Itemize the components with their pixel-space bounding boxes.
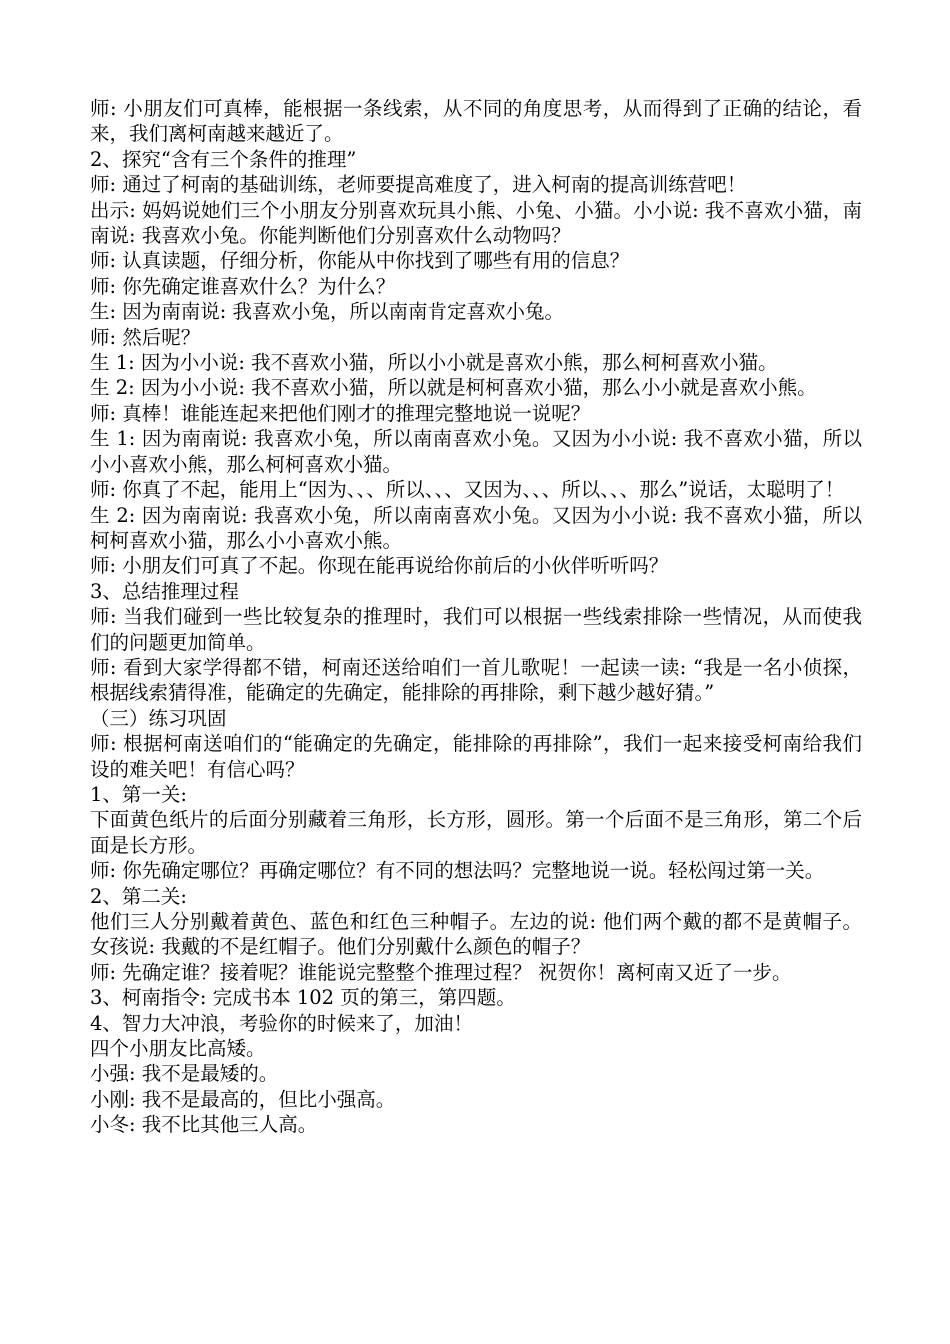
- section-heading: 1、第一关:: [90, 782, 187, 806]
- document-body: [90, 96, 862, 1138]
- paragraph: 生 2: 因为小小说: 我不喜欢小猫，所以就是柯柯喜欢小猫，那么小小就是喜欢小熊。: [90, 376, 817, 400]
- section-heading: 3、总结推理过程: [90, 579, 239, 603]
- section-heading: 2、探究“含有三个条件的推理”: [90, 147, 357, 171]
- paragraph: 小冬: 我不比其他三人高。: [90, 1113, 318, 1137]
- paragraph: 出示: 妈妈说她们三个小朋友分别喜欢玩具小熊、小兔、小猫。小小说: 我不喜欢小猫，南南说: 我喜欢小兔。你能判断他们分别喜欢什么动物吗？: [90, 198, 862, 248]
- paragraph: 生 1: 因为小小说: 我不喜欢小猫，所以小小就是喜欢小熊，那么柯柯喜欢小猫。: [90, 351, 778, 375]
- section-heading: 3、柯南指令: 完成书本 102 页的第三，第四题。: [90, 986, 516, 1010]
- paragraph: 师: 看到大家学得都不错，柯南还送给咱们一首儿歌呢！一起读一读: “我是一名小侦探，根据线索猜得准，能确定的先确定，能排除的再排除，剩下越少越好猜。”: [90, 655, 862, 705]
- paragraph: 师: 根据柯南送咱们的“能确定的先确定，能排除的再排除”，我们一起来接受柯南给我们设的难关吧！有信心吗？: [90, 732, 862, 781]
- section-heading: 4、智力大冲浪，考验你的时候来了，加油！: [90, 1011, 473, 1035]
- paragraph: 师: 真棒！谁能连起来把他们刚才的推理完整地说一说呢？: [90, 401, 591, 425]
- paragraph: 师: 认真读题，仔细分析，你能从中你找到了哪些有用的信息？: [90, 249, 630, 273]
- paragraph: 师: 你先确定谁喜欢什么？为什么？: [90, 274, 396, 298]
- paragraph: 下面黄色纸片的后面分别藏着三角形，长方形，圆形。第一个后面不是三角形，第二个后面是长方形。: [90, 808, 862, 857]
- paragraph: 师: 你真了不起，能用上“因为、、、所以、、、又因为、、、所以、、、那么”说话，太聪明了！: [90, 478, 845, 502]
- paragraph: 师: 你先确定哪位？再确定哪位？有不同的想法吗？完整地说一说。轻松闯过第一关。: [90, 859, 825, 883]
- paragraph: 小强: 我不是最矮的。: [90, 1062, 279, 1086]
- section-heading: 2、第二关:: [90, 884, 187, 908]
- paragraph: 师: 小朋友们可真棒，能根据一条线索，从不同的角度思考，从而得到了正确的结论，看来，我们离柯南越来越近了。: [90, 97, 862, 146]
- paragraph: 生 1: 因为南南说: 我喜欢小兔，所以南南喜欢小兔。又因为小小说: 我不喜欢小猫，所以小小喜欢小熊，那么柯柯喜欢小猫。: [90, 427, 862, 476]
- section-heading: （三）练习巩固: [90, 706, 227, 730]
- paragraph: 师: 当我们碰到一些比较复杂的推理时，我们可以根据一些线索排除一些情况，从而使我们的问题更加简单。: [90, 605, 862, 654]
- paragraph: 生 2: 因为南南说: 我喜欢小兔，所以南南喜欢小兔。又因为小小说: 我不喜欢小猫，所以柯柯喜欢小猫，那么小小喜欢小熊。: [90, 503, 862, 552]
- paragraph: 小刚: 我不是最高的，但比小强高。: [90, 1087, 396, 1111]
- paragraph: 师: 然后呢？: [90, 325, 201, 349]
- paragraph: 生: 因为南南说: 我喜欢小兔，所以南南肯定喜欢小兔。: [90, 300, 565, 324]
- paragraph: 师: 先确定谁？接着呢？谁能说完整整个推理过程？ 祝贺你！离柯南又近了一步。: [90, 960, 792, 984]
- paragraph: 师: 通过了柯南的基础训练，老师要提高难度了，进入柯南的提高训练营吧！: [90, 173, 747, 197]
- paragraph: 四个小朋友比高矮。: [90, 1037, 266, 1061]
- paragraph: 师: 小朋友们可真了不起。你现在能再说给你前后的小伙伴听听吗？: [90, 554, 669, 578]
- paragraph: 他们三人分别戴着黄色、蓝色和红色三种帽子。左边的说: 他们两个戴的都不是黄帽子。女孩说: 我戴的不是红帽子。他们分别戴什么颜色的帽子？: [90, 910, 862, 959]
